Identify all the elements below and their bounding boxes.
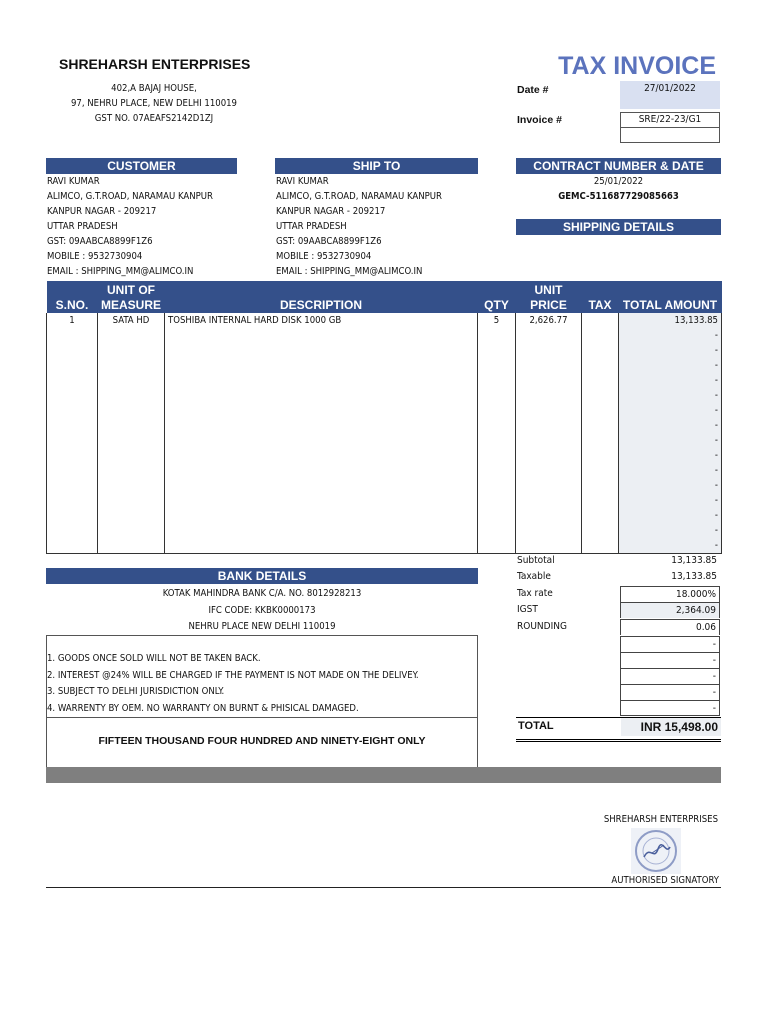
taxrate-value[interactable]: 18.000%: [620, 586, 720, 602]
invoice-label: Invoice #: [517, 114, 562, 126]
cell-empty: [98, 463, 165, 478]
cell-empty: [582, 343, 619, 358]
cell-description: TOSHIBA INTERNAL HARD DISK 1000 GB: [165, 313, 478, 328]
total-value: INR 15,498.00: [621, 718, 721, 736]
cell-empty: [478, 448, 516, 463]
authorised-signatory: AUTHORISED SIGNATORY: [611, 875, 719, 886]
cell-empty: [165, 538, 478, 554]
ship-to-line: MOBILE : 9532730904: [276, 251, 372, 262]
signature-line: [46, 887, 721, 888]
cell-empty: [98, 373, 165, 388]
cell-empty: [47, 493, 98, 508]
cell-empty: [478, 463, 516, 478]
cell-empty: [478, 493, 516, 508]
bank-line1: KOTAK MAHINDRA BANK C/A. NO. 8012928213: [162, 588, 362, 599]
cell-total: -: [619, 358, 722, 373]
cell-empty: [98, 403, 165, 418]
cell-qty: 5: [478, 313, 516, 328]
total-row: [516, 717, 721, 742]
items-table: [46, 281, 722, 554]
cell-total: -: [619, 418, 722, 433]
customer-line: MOBILE : 9532730904: [47, 251, 143, 262]
cell-empty: [478, 523, 516, 538]
cell-empty: [47, 388, 98, 403]
cell-empty: [516, 538, 582, 554]
cell-empty: [516, 418, 582, 433]
cell-empty: [98, 358, 165, 373]
taxable-value: 13,133.85: [671, 571, 717, 582]
cell-empty: [165, 418, 478, 433]
cell-empty: [516, 358, 582, 373]
cell-empty: [98, 343, 165, 358]
blank-row: [516, 684, 720, 700]
cell-empty: [47, 343, 98, 358]
company-gst: GST NO. 07AEAFS2142D1ZJ: [94, 113, 214, 124]
ship-to-line: RAVI KUMAR: [276, 176, 329, 187]
igst-value: 2,364.09: [620, 602, 720, 618]
col-sno: S.NO.: [47, 281, 98, 313]
cell-empty: [98, 448, 165, 463]
cell-empty: [165, 493, 478, 508]
footer-bar: [46, 767, 721, 783]
ship-to-line: UTTAR PRADESH: [276, 221, 347, 232]
table-row[interactable]: [47, 403, 722, 418]
cell-empty: [165, 328, 478, 343]
cell-empty: [165, 403, 478, 418]
cell-total: 13,133.85: [619, 313, 722, 328]
cell-empty: [98, 508, 165, 523]
cell-total: -: [619, 403, 722, 418]
blank-row: [516, 668, 720, 684]
cell-empty: [98, 478, 165, 493]
cell-total: -: [619, 373, 722, 388]
cell-empty: [582, 358, 619, 373]
table-row[interactable]: [47, 508, 722, 523]
cell-empty: [478, 433, 516, 448]
cell-empty: [47, 373, 98, 388]
term-item: 3. SUBJECT TO DELHI JURISDICTION ONLY.: [47, 686, 225, 697]
terms-divider: [46, 717, 478, 718]
cell-empty: [47, 478, 98, 493]
cell-empty: [582, 523, 619, 538]
cell-empty: [582, 493, 619, 508]
cell-total: -: [619, 448, 722, 463]
contract-header: CONTRACT NUMBER & DATE: [516, 158, 721, 174]
taxable-row: [516, 569, 720, 585]
col-uom-line1: UNIT OF: [107, 283, 155, 297]
cell-empty: [47, 538, 98, 554]
col-qty: QTY: [478, 281, 516, 313]
table-row[interactable]: [47, 358, 722, 373]
table-row[interactable]: [47, 328, 722, 343]
cell-empty: [478, 343, 516, 358]
invoice-extra-field[interactable]: [620, 127, 720, 143]
customer-line: KANPUR NAGAR - 209217: [47, 206, 157, 217]
cell-total: -: [619, 343, 722, 358]
cell-empty: [582, 433, 619, 448]
cell-empty: [47, 418, 98, 433]
customer-line: RAVI KUMAR: [47, 176, 100, 187]
cell-empty: [582, 478, 619, 493]
customer-line: ALIMCO, G.T.ROAD, NARAMAU KANPUR: [47, 191, 213, 202]
company-address-line1: 402,A BAJAJ HOUSE,: [111, 83, 197, 94]
cell-total: -: [619, 493, 722, 508]
cell-empty: [165, 523, 478, 538]
blank-row: [516, 700, 720, 716]
taxrate-row: [516, 586, 720, 602]
cell-empty: [582, 328, 619, 343]
cell-empty: [47, 448, 98, 463]
cell-empty: [582, 373, 619, 388]
cell-empty: [47, 523, 98, 538]
customer-details: [47, 174, 213, 279]
cell-total: -: [619, 508, 722, 523]
cell-empty: [478, 358, 516, 373]
col-uom-line2: MEASURE: [100, 298, 161, 312]
ship-to-line: KANPUR NAGAR - 209217: [276, 206, 386, 217]
cell-empty: [478, 418, 516, 433]
cell-empty: [47, 403, 98, 418]
cell-empty: [478, 388, 516, 403]
customer-line: GST: 09AABCA8899F1Z6: [47, 236, 153, 247]
table-row[interactable]: [47, 463, 722, 478]
cell-empty: [165, 358, 478, 373]
table-row[interactable]: [47, 433, 722, 448]
cell-total: -: [619, 433, 722, 448]
cell-total: -: [619, 478, 722, 493]
customer-line: UTTAR PRADESH: [47, 221, 118, 232]
signature-company: SHREHARSH ENTERPRISES: [603, 814, 718, 825]
subtotal-row: [516, 553, 720, 569]
cell-empty: [478, 373, 516, 388]
cell-empty: [47, 358, 98, 373]
date-label: Date #: [517, 84, 549, 96]
cell-empty: [478, 328, 516, 343]
cell-empty: [98, 328, 165, 343]
cell-empty: [582, 418, 619, 433]
cell-empty: [516, 433, 582, 448]
cell-empty: [516, 508, 582, 523]
cell-total: -: [619, 328, 722, 343]
cell-empty: [478, 508, 516, 523]
cell-empty: [98, 388, 165, 403]
rounding-value[interactable]: 0.06: [620, 619, 720, 635]
igst-row: [516, 602, 720, 618]
ship-to-line: EMAIL : SHIPPING_MM@ALIMCO.IN: [276, 266, 423, 277]
cell-empty: [47, 328, 98, 343]
cell-empty: [165, 463, 478, 478]
ship-to-line: GST: 09AABCA8899F1Z6: [276, 236, 382, 247]
col-unit-price: [516, 281, 582, 313]
blank-value: -: [620, 652, 720, 668]
total-label: TOTAL: [518, 720, 554, 732]
table-row[interactable]: [47, 373, 722, 388]
cell-empty: [516, 403, 582, 418]
col-description: DESCRIPTION: [165, 281, 478, 313]
cell-tax: [582, 313, 619, 328]
ship-to-line: ALIMCO, G.T.ROAD, NARAMAU KANPUR: [276, 191, 442, 202]
cell-empty: [582, 508, 619, 523]
col-total: TOTAL AMOUNT: [619, 281, 722, 313]
cell-empty: [516, 478, 582, 493]
company-address-line2: 97, NEHRU PLACE, NEW DELHI 110019: [70, 98, 237, 109]
blank-value: -: [620, 700, 720, 716]
cell-empty: [582, 448, 619, 463]
cell-empty: [165, 343, 478, 358]
contract-date: 25/01/2022: [593, 176, 644, 187]
cell-empty: [516, 463, 582, 478]
customer-line: EMAIL : SHIPPING_MM@ALIMCO.IN: [47, 266, 194, 277]
cell-empty: [165, 388, 478, 403]
taxable-label: Taxable: [517, 571, 551, 582]
taxrate-label: Tax rate: [517, 588, 553, 599]
cell-total: -: [619, 463, 722, 478]
cell-uom: SATA HD: [98, 313, 165, 328]
cell-empty: [516, 388, 582, 403]
cell-sno: 1: [47, 313, 98, 328]
terms-list: [47, 651, 419, 717]
term-item: 1. GOODS ONCE SOLD WILL NOT BE TAKEN BACK.: [47, 653, 261, 664]
cell-empty: [98, 433, 165, 448]
bank-line2: IFC CODE: KKBK0000173: [208, 605, 316, 616]
cell-empty: [516, 493, 582, 508]
col-price-line1: UNIT: [534, 283, 563, 297]
cell-empty: [98, 418, 165, 433]
cell-empty: [516, 373, 582, 388]
table-row[interactable]: [47, 448, 722, 463]
cell-total: -: [619, 523, 722, 538]
col-tax: TAX: [582, 281, 619, 313]
cell-unit-price: 2,626.77: [516, 313, 582, 328]
table-row[interactable]: [47, 388, 722, 403]
blank-value: -: [620, 668, 720, 684]
customer-header: CUSTOMER: [46, 158, 237, 174]
cell-empty: [165, 373, 478, 388]
table-row[interactable]: [47, 493, 722, 508]
document-title: TAX INVOICE: [558, 52, 716, 80]
company-stamp: [630, 827, 682, 875]
cell-empty: [47, 508, 98, 523]
cell-total: -: [619, 388, 722, 403]
cell-empty: [582, 463, 619, 478]
rounding-row: [516, 619, 720, 635]
company-name: SHREHARSH ENTERPRISES: [59, 56, 251, 72]
table-row[interactable]: [47, 523, 722, 538]
igst-label: IGST: [517, 604, 538, 615]
date-value[interactable]: 27/01/2022: [620, 81, 720, 109]
ship-to-details: [276, 174, 442, 279]
cell-empty: [98, 523, 165, 538]
bank-header: BANK DETAILS: [46, 568, 478, 584]
amount-in-words: FIFTEEN THOUSAND FOUR HUNDRED AND NINETY-EIGHT ONLY: [98, 735, 426, 747]
table-row[interactable]: [47, 538, 722, 554]
term-item: 2. INTEREST @24% WILL BE CHARGED IF THE PAYMENT IS NOT MADE ON THE DELIVEY.: [47, 669, 419, 681]
col-uom: [98, 281, 165, 313]
cell-empty: [98, 538, 165, 554]
blank-row: [516, 636, 720, 652]
blank-value: -: [620, 684, 720, 700]
table-row[interactable]: [47, 343, 722, 358]
cell-empty: [478, 403, 516, 418]
ship-to-header: SHIP TO: [275, 158, 478, 174]
cell-empty: [165, 448, 478, 463]
contract-number: GEMC-511687729085663: [558, 191, 679, 202]
cell-empty: [516, 343, 582, 358]
cell-empty: [478, 538, 516, 554]
cell-empty: [478, 478, 516, 493]
rounding-label: ROUNDING: [517, 621, 567, 632]
cell-empty: [98, 493, 165, 508]
cell-empty: [165, 508, 478, 523]
cell-empty: [516, 328, 582, 343]
blank-value: -: [620, 636, 720, 652]
cell-empty: [165, 433, 478, 448]
cell-empty: [582, 403, 619, 418]
invoice-number[interactable]: SRE/22-23/G1: [620, 112, 720, 128]
bank-line3: NEHRU PLACE NEW DELHI 110019: [188, 621, 336, 632]
cell-empty: [582, 388, 619, 403]
subtotal-label: Subtotal: [517, 555, 555, 566]
table-row[interactable]: [47, 313, 722, 328]
cell-empty: [47, 463, 98, 478]
term-item: 4. WARRENTY BY OEM. NO WARRANTY ON BURNT & PHISICAL DAMAGED.: [47, 702, 359, 714]
subtotal-value: 13,133.85: [671, 555, 717, 566]
shipping-details-header: SHIPPING DETAILS: [516, 219, 721, 235]
cell-total: -: [619, 538, 722, 554]
blank-row: [516, 652, 720, 668]
table-row[interactable]: [47, 478, 722, 493]
table-header-row: [47, 281, 722, 313]
cell-empty: [582, 538, 619, 554]
stamp-icon: [630, 827, 682, 875]
cell-empty: [47, 433, 98, 448]
col-price-line2: PRICE: [530, 298, 567, 312]
cell-empty: [516, 448, 582, 463]
cell-empty: [165, 478, 478, 493]
cell-empty: [516, 523, 582, 538]
table-row[interactable]: [47, 418, 722, 433]
